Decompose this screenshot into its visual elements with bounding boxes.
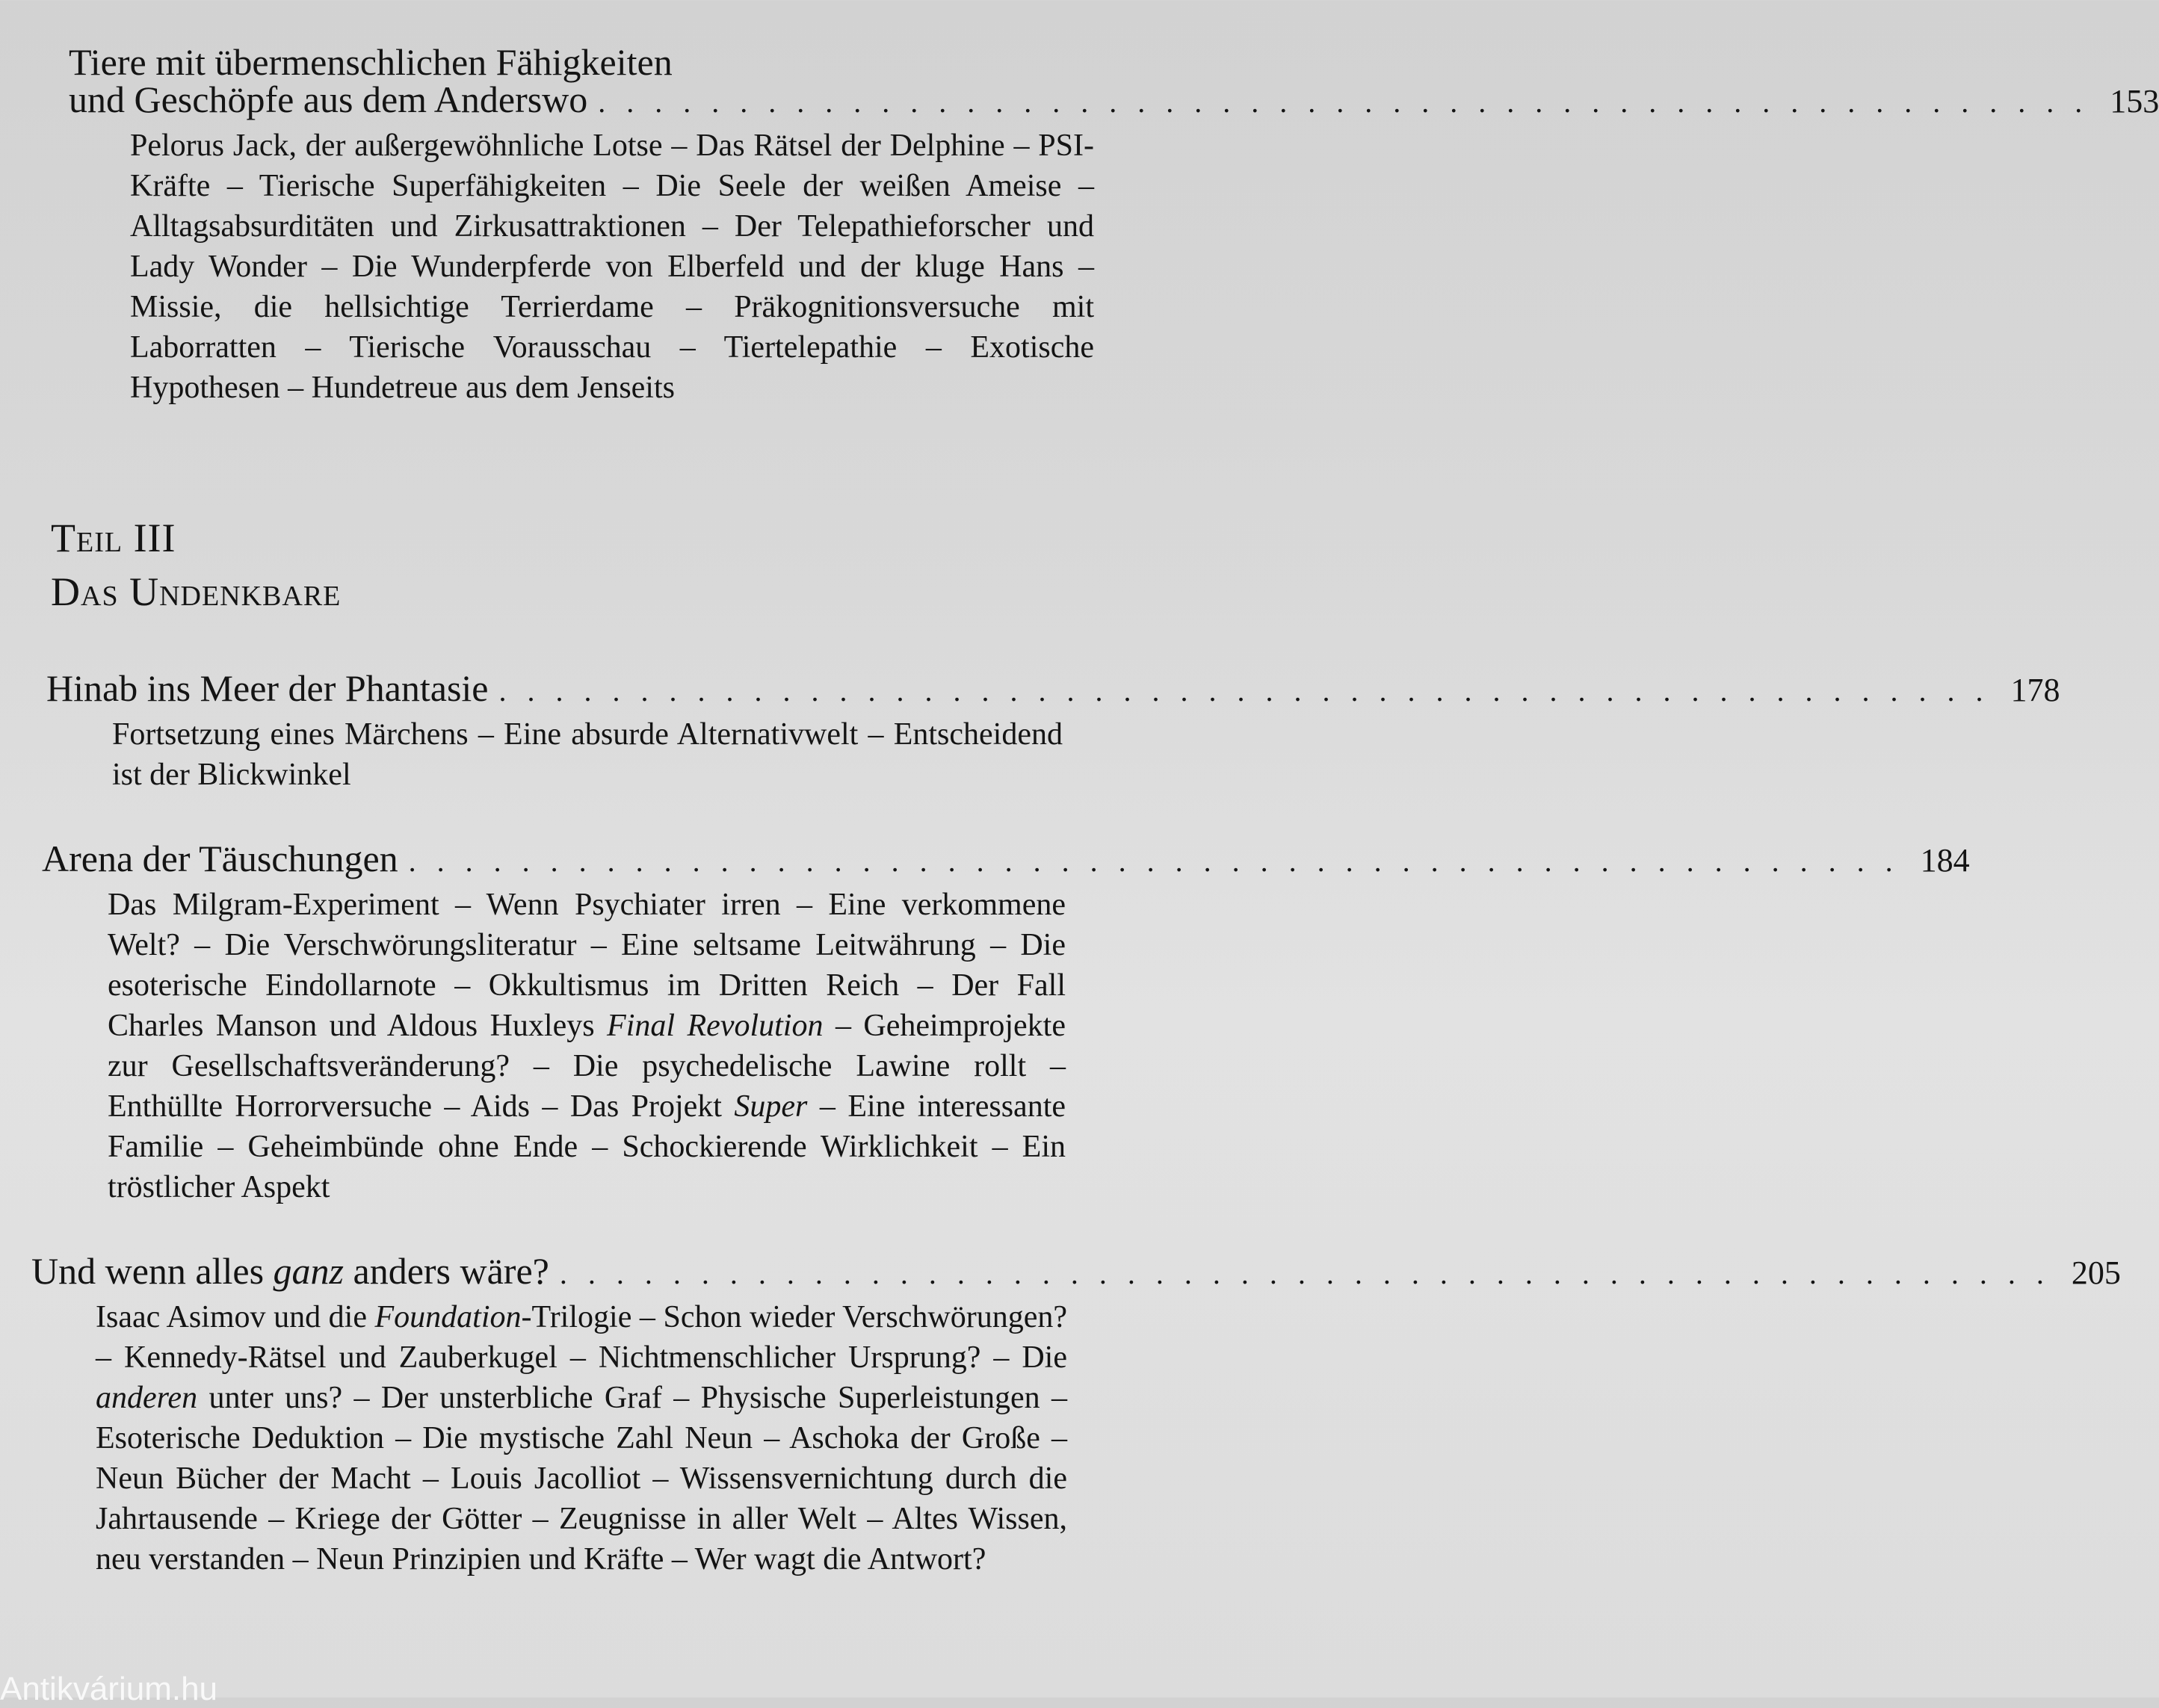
desc-text: Isaac Asimov und die — [96, 1300, 375, 1334]
entry-title: Hinab ins Meer der Phantasie — [46, 667, 489, 709]
desc-text: unter uns? – Der unsterbliche Graf – Physische Superleistungen – Esoterische Deduktion – Die mystische Zahl Neun – Aschoka der Große – Neun Bücher der Macht – Louis Jacolliot – Wissensvernichtung durch die Jahrtausende – Kriege der Götter – Zeugnisse in aller Welt – Altes Wissen, neu verstanden – Neun Prinzipien und Kräfte – Wer wagt die Antwort? — [96, 1381, 1067, 1577]
toc-entry — [46, 667, 2060, 795]
dot-leader: . . . . . . . . . . . . . . . . . . . . . . . . . . . . . . . . . . . . . . . . . . . . . . . . . . . . . — [559, 1257, 2051, 1290]
part-number: Teil III — [51, 516, 176, 560]
desc-italic: Super — [734, 1089, 808, 1124]
page-number[interactable]: 153 — [2110, 83, 2159, 120]
entry-title-part: Und wenn alles — [31, 1250, 274, 1292]
entry-title-line — [69, 78, 2159, 121]
watermark: Antikvárium.hu — [0, 1671, 218, 1707]
entry-title-line-1: Tiere mit übermenschlichen Fähigkeiten — [69, 41, 673, 83]
toc-entry — [31, 1250, 2121, 1579]
toc-entry — [42, 838, 1970, 1207]
entry-title-line — [42, 838, 1970, 880]
dot-leader: . . . . . . . . . . . . . . . . . . . . . . . . . . . . . . . . . . . . . . . . . . . . . . . . . . . . . — [598, 85, 2089, 119]
desc-text: – Geheimprojekte zur Gesellschaftsveränderung? – Die psychedelische Lawine rollt – Enthüllte Horrorversuche – Aids – Das Projekt — [108, 1009, 1066, 1124]
entry-description: Pelorus Jack, der außergewöhnliche Lotse – Das Rätsel der Delphine – PSI-Kräfte – Tierische Superfähigkeiten – Die Seele der weißen Ameise – Alltagsabsurditäten und Zirkusattraktionen – Der Telepathieforscher und Lady Wonder – Die Wunderpferde von Elberfeld und der kluge Hans – Missie, die hellsichtige Terrierdame – Präkognitionsversuche mit Laborratten – Tierische Vorausschau – Tiertelepathie – Exotische Hypothesen – Hundetreue aus dem Jenseits — [130, 129, 1094, 405]
entry-title — [31, 1252, 549, 1290]
desc-text: -Trilogie – Schon wieder Verschwörungen? – Kennedy-Rätsel und Zauberkugel – Nichtmenschlicher Ursprung? – Die — [96, 1300, 1067, 1375]
entry-description — [108, 885, 1066, 1207]
page-number[interactable]: 205 — [2071, 1254, 2121, 1291]
page-number[interactable]: 178 — [2010, 672, 2060, 708]
desc-italic: anderen — [96, 1381, 198, 1415]
entry-title-line-2: und Geschöpfe aus dem Anderswo — [69, 78, 588, 120]
desc-italic: Foundation — [374, 1300, 522, 1334]
desc-italic: Final Revolution — [607, 1009, 824, 1043]
dot-leader: . . . . . . . . . . . . . . . . . . . . . . . . . . . . . . . . . . . . . . . . . . . . . . . . . . . . . — [408, 844, 1900, 878]
entry-description: Fortsetzung eines Märchens – Eine absurde Alternativwelt – Entscheidend ist der Blickwinkel — [112, 717, 1063, 792]
dot-leader: . . . . . . . . . . . . . . . . . . . . . . . . . . . . . . . . . . . . . . . . . . . . . . . . . . . . . — [498, 674, 1990, 708]
entry-title-line — [31, 1250, 2121, 1293]
desc-text: – Eine interessante Familie – Geheimbünde ohne Ende – Schockierende Wirklichkeit – Ein tröstlicher Aspekt — [108, 1089, 1066, 1204]
part-title: Das Undenkbare — [51, 569, 342, 614]
entry-title-italic: ganz — [273, 1250, 345, 1292]
entry-title-line — [46, 667, 2060, 710]
toc-entry — [69, 41, 2159, 408]
entry-title-part: anders wäre? — [344, 1250, 549, 1292]
entry-description — [96, 1297, 1067, 1579]
desc-text: Das Milgram-Experiment – Wenn Psychiater irren – Eine verkommene Welt? – Die Verschwörungsliteratur – Eine seltsame Leitwährung – Die esoterische Eindollarnote – Okkultismus im Dritten Reich – Der Fall Charles Manson und Aldous Huxleys — [108, 888, 1066, 1043]
page-number[interactable]: 184 — [1920, 842, 1970, 879]
entry-title: Arena der Täuschungen — [42, 838, 398, 879]
